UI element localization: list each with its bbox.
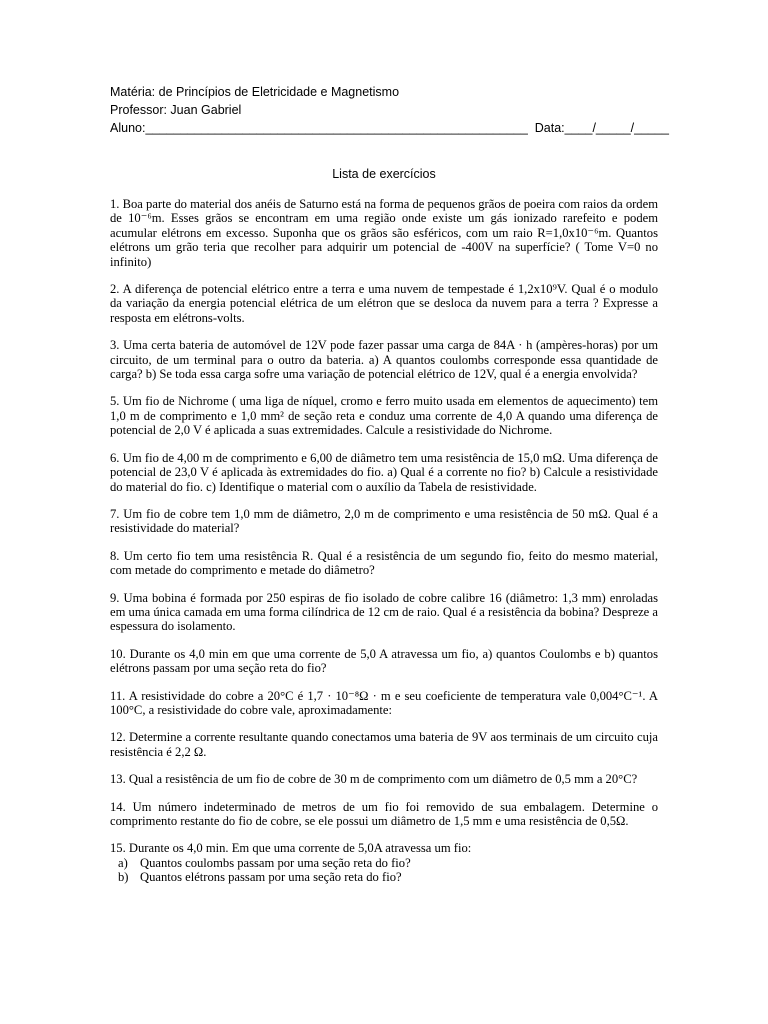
- exercise-11: 11. A resistividade do cobre a 20°C é 1,7 · 10⁻⁸Ω · m e seu coeficiente de temperatura vale 0,004°C⁻¹. A 100°C, a resistividade do cobre vale, aproximadamente:: [110, 688, 658, 717]
- subitem-text: Quantos elétrons passam por uma seção reta do fio?: [140, 870, 402, 885]
- subitem-letter: a): [118, 855, 128, 870]
- page-title: Lista de exercícios: [332, 167, 436, 181]
- exercise-1: 1. Boa parte do material dos anéis de Saturno está na forma de pequenos grãos de poeira com raios da ordem de 10⁻⁶m. Esses grãos se encontram em uma região onde existe um gás ionizado rarefeito e podem acumular elétrons em excesso. Suponha que os grãos são esféricos, com um raio R=1,0x10⁻⁶m. Quantos elétrons um grão teria que recolher para adquirir um potencial de -400V na superfície? ( Tome V=0 no infinito): [110, 197, 658, 269]
- exercise-6: 6. Um fio de 4,00 m de comprimento e 6,00 de diâmetro tem uma resistência de 15,0 mΩ. Uma diferença de potencial de 23,0 V é aplicada às extremidades do fio. a) Qual é a corrente no fio? b) Calcule a resistividade do material do fio. c) Identifique o material com o auxílio da Tabela de resistividade.: [110, 450, 658, 494]
- subject-line: Matéria: de Princípios de Eletricidade e Magnetismo: [110, 85, 400, 99]
- exercise-list: [110, 197, 658, 885]
- subitem-b: [110, 870, 658, 884]
- student-label: Aluno:: [110, 121, 146, 135]
- document-header: [110, 83, 669, 137]
- exercise-13: 13. Qual a resistência de um fio de cobre de 30 m de comprimento com um diâmetro de 0,5 mm a 20°C?: [110, 772, 638, 787]
- subitem-letter: b): [118, 870, 129, 885]
- subitem-a: [110, 856, 658, 870]
- exercise-12: 12. Determine a corrente resultante quando conectamos uma bateria de 9V aos terminais de um circuito cuja resistência é 2,2 Ω.: [110, 730, 658, 759]
- date-label: Data:____/_____/_____: [534, 121, 669, 135]
- exercise-15-subitems: [110, 856, 658, 885]
- exercise-14: 14. Um número indeterminado de metros de um fio foi removido de sua embalagem. Determine o comprimento restante do fio de cobre, se ele possui um diâmetro de 1,5 mm e uma resistência de 0,5Ω.: [110, 799, 658, 828]
- exercise-7: 7. Um fio de cobre tem 1,0 mm de diâmetro, 2,0 m de comprimento e uma resistência de 50 mΩ. Qual é a resistividade do material?: [110, 506, 658, 536]
- exercise-8: 8. Um certo fio tem uma resistência R. Qual é a resistência de um segundo fio, feito do mesmo material, com metade do comprimento e metade do diâmetro?: [110, 548, 658, 578]
- teacher-line: Professor: Juan Gabriel: [110, 103, 242, 117]
- exercise-5: 5. Um fio de Nichrome ( uma liga de níquel, cromo e ferro muito usada em elementos de aquecimento) tem 1,0 m de comprimento e 1,0 mm² de seção reta e conduz uma corrente de 4,0 A quando uma diferença de potencial de 2,0 V é aplicada a suas extremidades. Calcule a resistividade do Nichrome.: [110, 394, 658, 438]
- exercise-9: 9. Uma bobina é formada por 250 espiras de fio isolado de cobre calibre 16 (diâmetro: 1,3 mm) enroladas em uma única camada em uma forma cilíndrica de 12 cm de raio. Qual é a resistência da bobina? Despreze a espessura do isolamento.: [110, 590, 658, 634]
- document-page: [110, 83, 669, 885]
- exercise-10: 10. Durante os 4,0 min em que uma corrente de 5,0 A atravessa um fio, a) quantos Coulombs e b) quantos elétrons passam por uma seção reta do fio?: [110, 646, 658, 676]
- exercise-2: 2. A diferença de potencial elétrico entre a terra e uma nuvem de tempestade é 1,2x10⁹V. Qual é o modulo da variação da energia potencial elétrica de um elétron que se desloca da nuvem para a terra ? Expresse a resposta em elétrons-volts.: [110, 282, 658, 325]
- exercise-3: 3. Uma certa bateria de automóvel de 12V pode fazer passar uma carga de 84A · h (ampères-horas) por um circuito, de um terminal para o outro da bateria. a) A quantos coulombs corresponde essa quantidade de carga? b) Se toda essa carga sofre uma variação de potencial elétrico de 12V, qual é a energia envolvida?: [110, 338, 658, 382]
- subitem-text: Quantos coulombs passam por uma seção reta do fio?: [140, 855, 411, 870]
- student-date-line: [110, 119, 669, 137]
- exercise-15: 15. Durante os 4,0 min. Em que uma corrente de 5,0A atravessa um fio:: [110, 841, 472, 856]
- student-name-blank: _______________________________________________________: [145, 121, 528, 135]
